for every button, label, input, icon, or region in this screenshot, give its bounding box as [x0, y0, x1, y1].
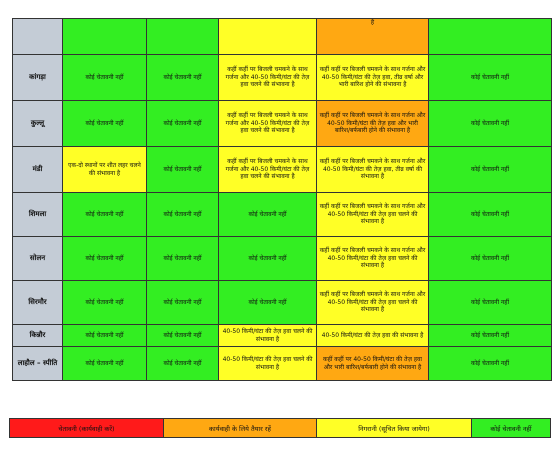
warning-cell: कहीं कहीं पर बिजली चमकने के साथ गर्जना और 40-50 किमी/घंटा की तेज़ हवा चलने की संभावना है	[317, 237, 429, 281]
warning-cell: कहीं कहीं पर 40-50 किमी/घंटा की तेज़ हवा और भारी बारिश/बर्फबारी होने की संभावना है	[317, 347, 429, 381]
warning-cell: कहीं कहीं पर बिजली चमकने के साथ गर्जना और 40-50 किमी/घंटा की तेज़ हवा, तीव्र वर्षा और भारी बारिश होने की संभावना है	[317, 55, 429, 101]
header-cell	[147, 19, 219, 55]
district-name: सिरमौर	[13, 281, 63, 325]
header-cell: है	[317, 19, 429, 55]
color-legend	[9, 418, 551, 438]
header-cell	[219, 19, 317, 55]
warning-cell: कोई चेतावनी नहीं	[147, 325, 219, 347]
warning-cell: कोई चेतावनी नहीं	[147, 281, 219, 325]
table-row	[13, 101, 552, 147]
warning-cell: कोई चेतावनी नहीं	[219, 193, 317, 237]
table-row	[13, 147, 552, 193]
warning-cell: कोई चेतावनी नहीं	[147, 193, 219, 237]
district-name: शिमला	[13, 193, 63, 237]
warning-cell: कोई चेतावनी नहीं	[429, 147, 552, 193]
warning-cell: कोई चेतावनी नहीं	[429, 281, 552, 325]
legend-item: चेतावनी (कार्यवाही करें)	[10, 419, 164, 437]
warning-cell: कोई चेतावनी नहीं	[63, 193, 147, 237]
warning-cell: कोई चेतावनी नहीं	[147, 101, 219, 147]
district-name: कांगड़ा	[13, 55, 63, 101]
warning-cell: कहीं कहीं पर बिजली चमकने के साथ गर्जना और 40-50 किमी/घंटा की तेज़ हवा चलने की संभावना है	[317, 193, 429, 237]
table-header-row	[13, 19, 552, 55]
warning-cell: कोई चेतावनी नहीं	[429, 325, 552, 347]
table-row	[13, 55, 552, 101]
warning-cell: कोई चेतावनी नहीं	[147, 237, 219, 281]
warning-cell: कोई चेतावनी नहीं	[429, 237, 552, 281]
warning-cell: कोई चेतावनी नहीं	[63, 101, 147, 147]
warning-cell: 40-50 किमी/घंटा की तेज़ हवा चलने की संभावना है	[219, 325, 317, 347]
district-name: कुल्लू	[13, 101, 63, 147]
district-warning-table	[12, 18, 552, 381]
header-cell	[13, 19, 63, 55]
warning-cell: कोई चेतावनी नहीं	[429, 101, 552, 147]
warning-cell: 40-50 किमी/घंटा की तेज़ हवा चलने की संभावना है	[219, 347, 317, 381]
legend-item: कोई चेतावनी नहीं	[472, 419, 550, 437]
table-row	[13, 325, 552, 347]
warning-cell: कोई चेतावनी नहीं	[429, 55, 552, 101]
district-name: लाहौल – स्पीति	[13, 347, 63, 381]
warning-cell: कोई चेतावनी नहीं	[147, 347, 219, 381]
warning-cell: कोई चेतावनी नहीं	[63, 325, 147, 347]
table-row	[13, 193, 552, 237]
warning-cell: कोई चेतावनी नहीं	[219, 281, 317, 325]
legend-item: निगरानी (सूचित किया जायेगा)	[317, 419, 472, 437]
warning-cell: एक-दो स्थानों पर शीत लहर चलने की संभावना है	[63, 147, 147, 193]
warning-cell: कहीं कहीं पर बिजली चमकने के साथ गर्जना और 40-50 किमी/घंटा की तेज़ हवा, तीव्र वर्षा की संभावना है	[317, 147, 429, 193]
header-cell	[63, 19, 147, 55]
warning-cell: कोई चेतावनी नहीं	[429, 193, 552, 237]
warning-cell: कहीं कहीं पर बिजली चमकने के साथ गर्जना और 40-50 किमी/घंटा की तेज़ हवा चलने की संभावना है	[219, 147, 317, 193]
warning-cell: कोई चेतावनी नहीं	[63, 347, 147, 381]
warning-cell: कोई चेतावनी नहीं	[429, 347, 552, 381]
warning-cell: 40-50 किमी/घंटा की तेज़ हवा की संभावना है	[317, 325, 429, 347]
table-row	[13, 237, 552, 281]
warning-cell: कोई चेतावनी नहीं	[147, 147, 219, 193]
warning-cell: कोई चेतावनी नहीं	[63, 237, 147, 281]
district-name: मंडी	[13, 147, 63, 193]
warning-cell: कहीं कहीं पर बिजली चमकने के साथ गर्जना और 40-50 किमी/घंटा की तेज़ हवा चलने की संभावना है	[317, 281, 429, 325]
warning-cell: कहीं कहीं पर बिजली चमकने के साथ गर्जना और 40-50 किमी/घंटा की तेज़ हवा चलने की संभावना है	[219, 101, 317, 147]
warning-cell: कोई चेतावनी नहीं	[147, 55, 219, 101]
warning-cell: कोई चेतावनी नहीं	[63, 55, 147, 101]
warning-cell: कोई चेतावनी नहीं	[63, 281, 147, 325]
legend-item: कार्यवाही के लिये तैयार रहें	[164, 419, 317, 437]
district-name: सोलन	[13, 237, 63, 281]
table-row	[13, 347, 552, 381]
table-row	[13, 281, 552, 325]
district-name: किन्नौर	[13, 325, 63, 347]
warning-cell: कोई चेतावनी नहीं	[219, 237, 317, 281]
header-cell	[429, 19, 552, 55]
warning-cell: कहीं कहीं पर बिजली चमकने के साथ गर्जना और 40-50 किमी/घंटा की तेज़ हवा और भारी बारिश/बर्फबारी होने की संभावना है	[317, 101, 429, 147]
warning-cell: कहीं कहीं पर बिजली चमकने के साथ गर्जना और 40-50 किमी/घंटा की तेज़ हवा चलने की संभावना है	[219, 55, 317, 101]
